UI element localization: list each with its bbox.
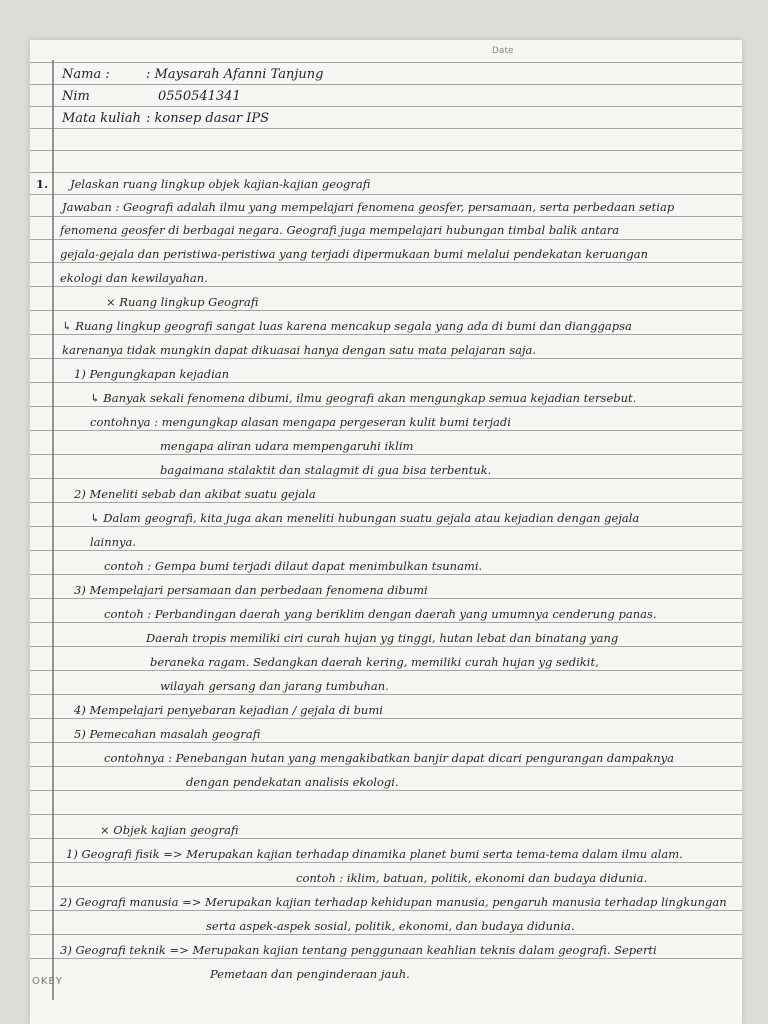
course-label: Mata kuliah xyxy=(62,111,141,126)
ruled-line xyxy=(30,454,742,455)
ruled-line xyxy=(30,286,742,287)
text-line: ↳ Banyak sekali fenomena dibumi, ilmu geografi akan mengungkap semua kejadian tersebut. xyxy=(90,391,637,405)
answer-line: Jawaban : Geografi adalah ilmu yang mempelajari fenomena geosfer, persamaan, serta perbedaan setiap xyxy=(62,200,675,214)
text-line: 1) Geografi fisik => Merupakan kajian terhadap dinamika planet bumi serta tema-tema dalam ilmu alam. xyxy=(66,847,683,861)
ruled-line xyxy=(30,670,742,671)
section-heading: × Objek kajian geografi xyxy=(100,823,239,837)
ruled-line xyxy=(30,502,742,503)
ruled-line xyxy=(30,790,742,791)
question-number: 1. xyxy=(36,177,49,191)
ruled-line xyxy=(30,194,742,195)
ruled-line xyxy=(30,406,742,407)
ruled-line xyxy=(30,718,742,719)
text-line: karenanya tidak mungkin dapat dikuasai hanya dengan satu mata pelajaran saja. xyxy=(62,343,537,357)
text-line: 2) Geografi manusia => Merupakan kajian terhadap kehidupan manusia, pengaruh manusia terhadap lingkungan xyxy=(60,895,727,909)
ruled-line xyxy=(30,550,742,551)
ruled-line xyxy=(30,766,742,767)
ruled-line xyxy=(30,358,742,359)
text-line: Pemetaan dan penginderaan jauh. xyxy=(210,967,410,981)
example-line: dengan pendekatan analisis ekologi. xyxy=(186,775,399,789)
section-heading: × Ruang lingkup Geografi xyxy=(106,295,259,309)
answer-line: ekologi dan kewilayahan. xyxy=(60,271,208,285)
example-line: beraneka ragam. Sedangkan daerah kering, memiliki curah hujan yg sedikit, xyxy=(150,655,599,669)
ruled-line xyxy=(30,334,742,335)
date-label: Date xyxy=(492,46,514,56)
ruled-line xyxy=(30,694,742,695)
margin-line xyxy=(52,60,54,1000)
ruled-line xyxy=(30,382,742,383)
ruled-line xyxy=(30,106,742,107)
example-line: mengapa aliran udara mempengaruhi iklim xyxy=(160,439,414,453)
name-value: : Maysarah Afanni Tanjung xyxy=(146,67,324,82)
example-line: contohnya : Penebangan hutan yang mengakibatkan banjir dapat dicari pengurangan dampaknya xyxy=(104,751,674,765)
point-title: 3) Mempelajari persamaan dan perbedaan fenomena dibumi xyxy=(74,583,428,597)
answer-line: fenomena geosfer di berbagai negara. Geografi juga mempelajari hubungan timbal balik antara xyxy=(60,223,620,237)
example-line: bagaimana stalaktit dan stalagmit di gua bisa terbentuk. xyxy=(160,463,492,477)
example-line: wilayah gersang dan jarang tumbuhan. xyxy=(160,679,389,693)
text-line: lainnya. xyxy=(90,535,137,549)
ruled-line xyxy=(30,838,742,839)
example-line: Daerah tropis memiliki ciri curah hujan yg tinggi, hutan lebat dan binatang yang xyxy=(146,631,619,645)
point-title: 2) Meneliti sebab dan akibat suatu gejala xyxy=(74,487,316,501)
ruled-line xyxy=(30,646,742,647)
ruled-line xyxy=(30,150,742,151)
ruled-line xyxy=(30,128,742,129)
ruled-line xyxy=(30,62,742,63)
point-title: 4) Mempelajari penyebaran kejadian / gejala di bumi xyxy=(74,703,383,717)
nim-value: 0550541341 xyxy=(158,89,241,104)
question-title: Jelaskan ruang lingkup objek kajian-kajian geografi xyxy=(70,177,371,191)
nim-label: Nim xyxy=(62,89,90,104)
ruled-line xyxy=(30,742,742,743)
answer-line: gejala-gejala dan peristiwa-peristiwa yang terjadi dipermukaan bumi melalui pendekatan keruangan xyxy=(60,247,649,261)
name-label: Nama : xyxy=(62,67,110,82)
text-line: ↳ Dalam geografi, kita juga akan meneliti hubungan suatu gejala atau kejadian dengan gejala xyxy=(90,511,640,525)
notebook-page xyxy=(30,40,742,1024)
ruled-line xyxy=(30,958,742,959)
ruled-line xyxy=(30,239,742,240)
example-line: contoh : iklim, batuan, politik, ekonomi dan budaya didunia. xyxy=(296,871,648,885)
ruled-line xyxy=(30,526,742,527)
example-line: contoh : Perbandingan daerah yang beriklim dengan daerah yang umumnya cenderung panas. xyxy=(104,607,657,621)
example-line: contoh : Gempa bumi terjadi dilaut dapat menimbulkan tsunami. xyxy=(104,559,483,573)
ruled-line xyxy=(30,814,742,815)
text-line: ↳ Ruang lingkup geografi sangat luas karena mencakup segala yang ada di bumi dan dianggapsa xyxy=(62,319,632,333)
notebook-brand: OKEY xyxy=(32,976,63,987)
ruled-line xyxy=(30,622,742,623)
point-title: 1) Pengungkapan kejadian xyxy=(74,367,230,381)
ruled-line xyxy=(30,598,742,599)
ruled-line xyxy=(30,216,742,217)
text-line: serta aspek-aspek sosial, politik, ekonomi, dan budaya didunia. xyxy=(206,919,575,933)
ruled-line xyxy=(30,262,742,263)
ruled-line xyxy=(30,574,742,575)
ruled-line xyxy=(30,310,742,311)
ruled-line xyxy=(30,478,742,479)
ruled-line xyxy=(30,934,742,935)
ruled-line xyxy=(30,430,742,431)
ruled-line xyxy=(30,84,742,85)
ruled-line xyxy=(30,886,742,887)
text-line: 3) Geografi teknik => Merupakan kajian tentang penggunaan keahlian teknis dalam geografi. Seperti xyxy=(60,943,657,957)
ruled-line xyxy=(30,172,742,173)
ruled-line xyxy=(30,862,742,863)
course-value: : konsep dasar IPS xyxy=(146,111,270,126)
point-title: 5) Pemecahan masalah geografi xyxy=(74,727,261,741)
ruled-line xyxy=(30,910,742,911)
example-line: contohnya : mengungkap alasan mengapa pergeseran kulit bumi terjadi xyxy=(90,415,511,429)
